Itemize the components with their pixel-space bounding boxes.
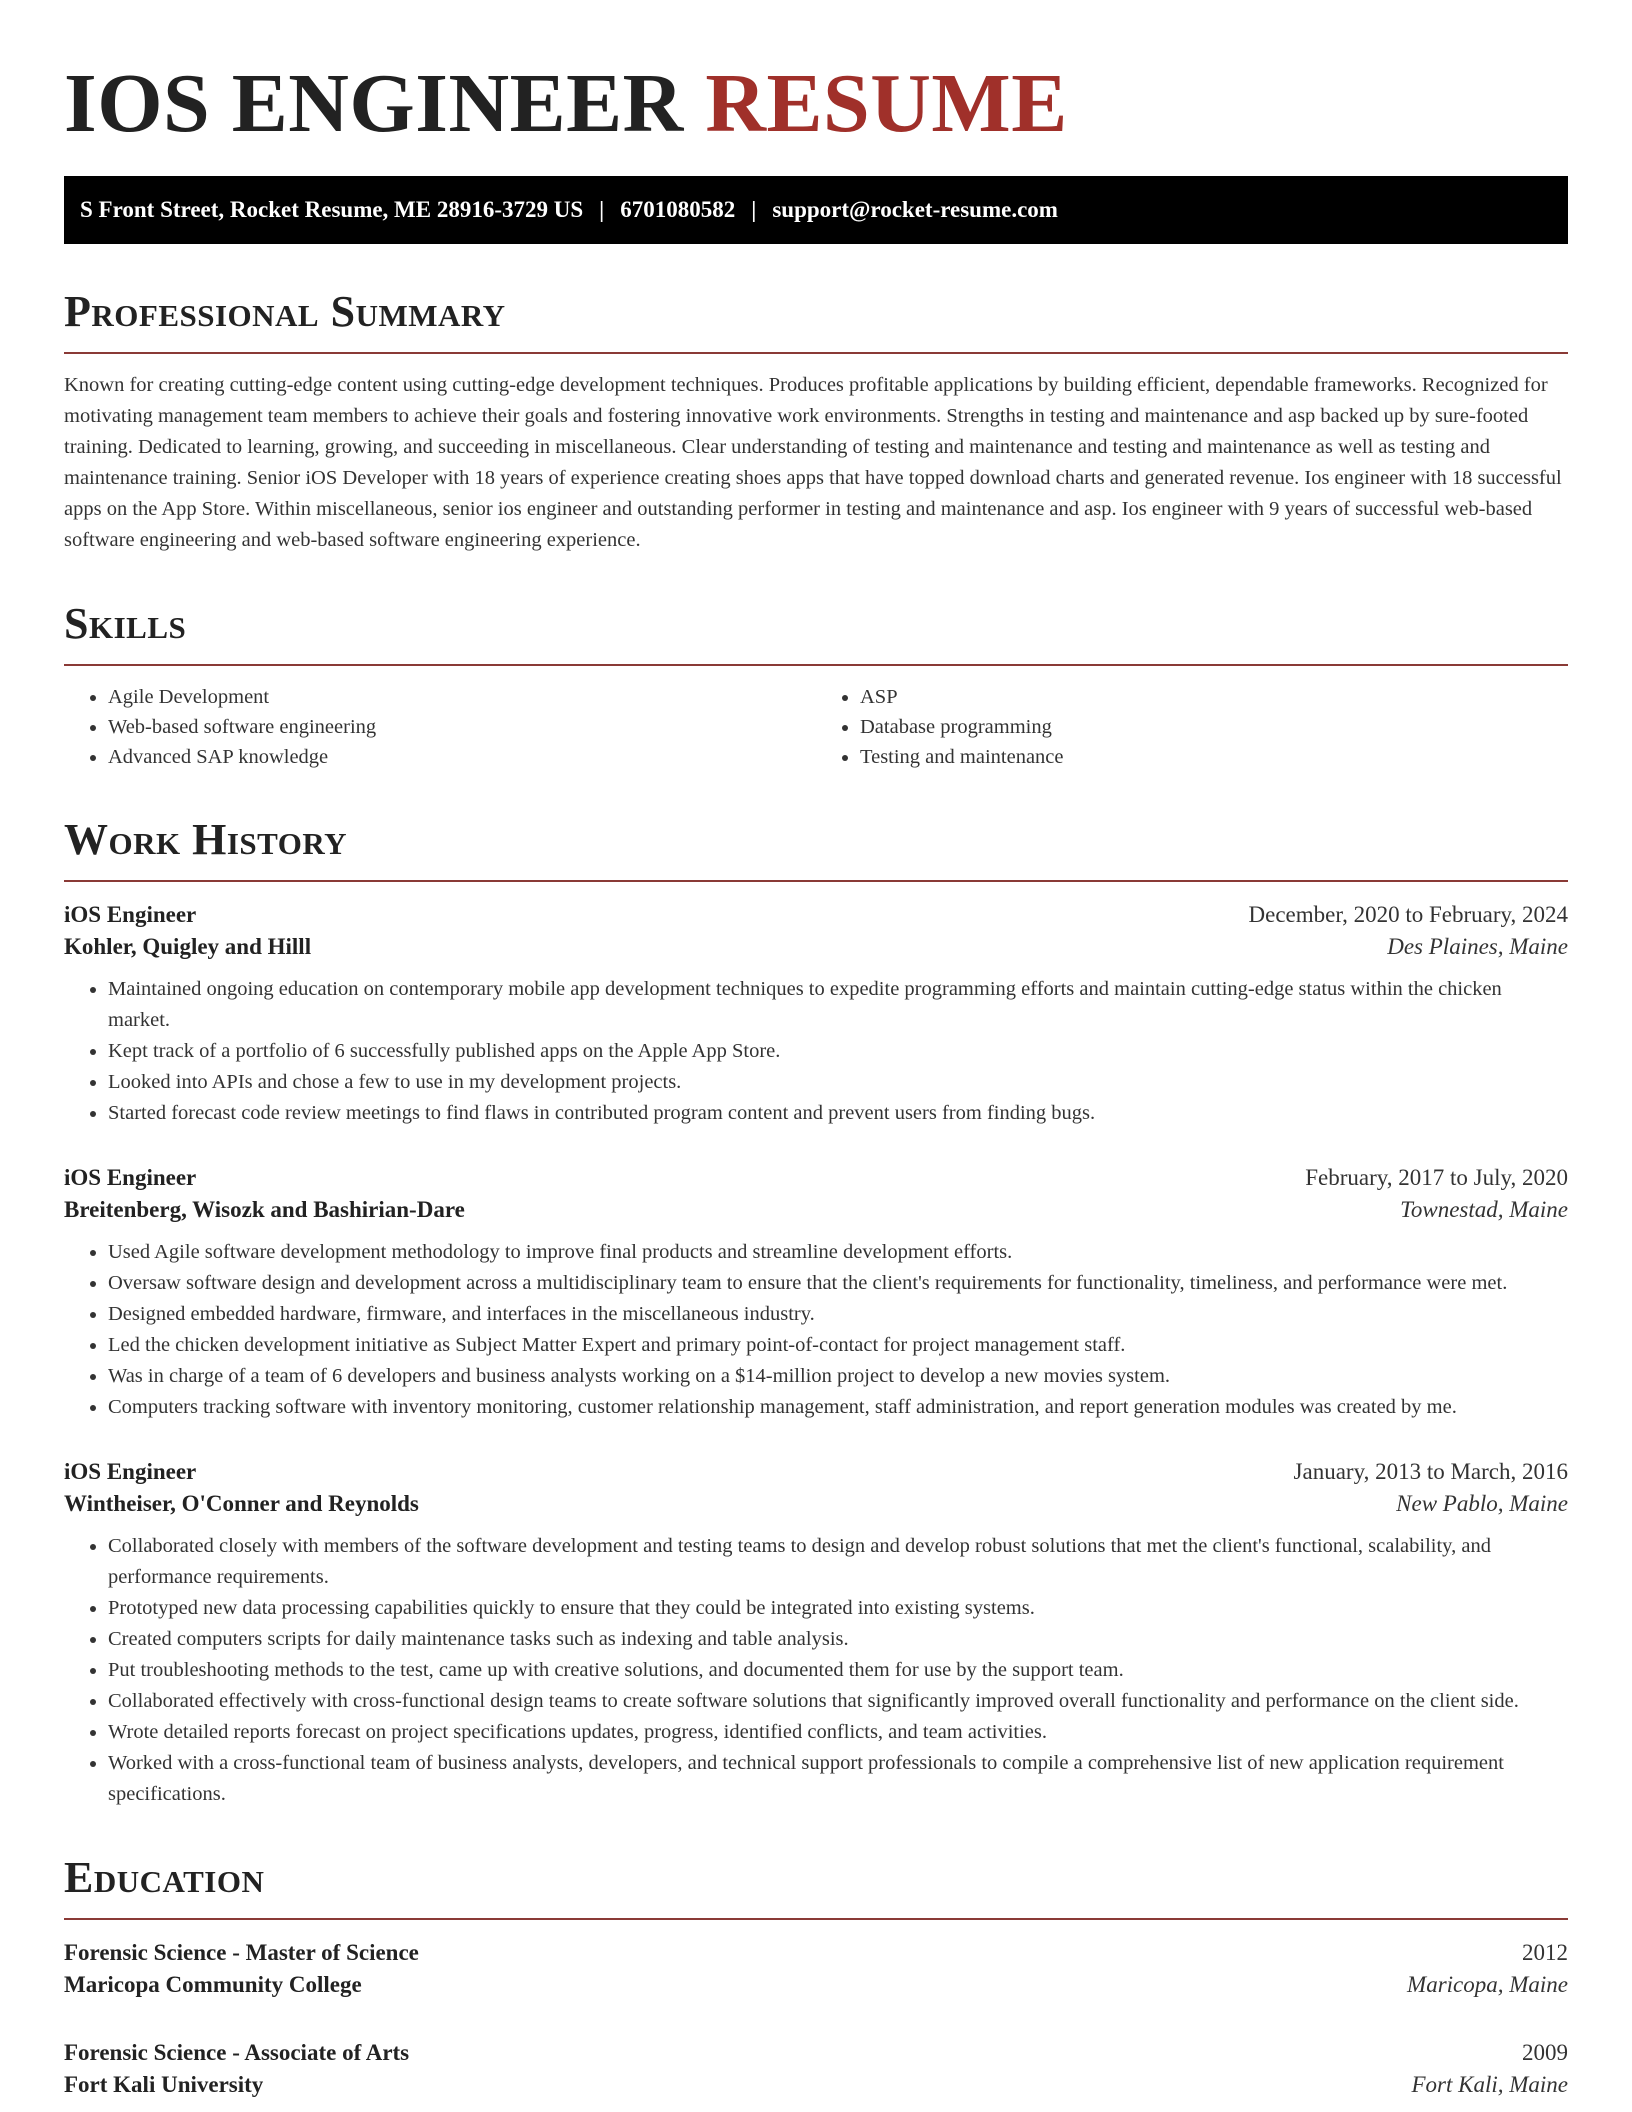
education-school-row xyxy=(64,2072,1568,2098)
skill-item: • Agile Development xyxy=(108,682,816,712)
skills-column-left xyxy=(64,682,816,772)
job-bullets xyxy=(64,974,1568,1129)
job-bullet: • Designed embedded hardware, firmware, and interfaces in the miscellaneous industry. xyxy=(108,1299,1568,1330)
job-bullet: • Put troubleshooting methods to the test, came up with creative solutions, and documented them for use by the support team. xyxy=(108,1655,1568,1686)
education-school: Fort Kali University xyxy=(64,2072,264,2097)
job-bullet: • Collaborated effectively with cross-functional design teams to create software solutions that significantly improved overall functionality and performance on the client side. xyxy=(108,1686,1568,1717)
job-bullet: • Collaborated closely with members of the software development and testing teams to design and develop robust solutions that met the client's functional, scalability, and performance requirements. xyxy=(108,1531,1568,1593)
job-bullet: • Started forecast code review meetings to find flaws in contributed program content and prevent users from finding bugs. xyxy=(108,1098,1568,1129)
job-dates: January, 2013 to March, 2016 xyxy=(1293,1459,1568,1484)
contact-email[interactable]: support@rocket-resume.com xyxy=(772,197,1058,222)
education-year: 2009 xyxy=(1522,2040,1568,2065)
job-title: iOS Engineer xyxy=(64,1459,197,1484)
job-company: Breitenberg, Wisozk and Bashirian-Dare xyxy=(64,1197,465,1222)
job-bullets xyxy=(64,1237,1568,1423)
skill-item: • Web-based software engineering xyxy=(108,712,816,742)
job-bullets xyxy=(64,1531,1568,1810)
education-school: Maricopa Community College xyxy=(64,1972,362,1997)
job-location: Des Plaines, Maine xyxy=(1387,934,1568,959)
job-company-row xyxy=(64,934,1568,960)
resume-page xyxy=(64,0,1568,2098)
job-bullet: • Maintained ongoing education on contemporary mobile app development techniques to expedite programming efforts and maintain cutting-edge status within the chicken market. xyxy=(108,974,1568,1036)
education-entry xyxy=(64,1940,1568,1998)
skills-column-right xyxy=(816,682,1568,772)
job-company: Kohler, Quigley and Hilll xyxy=(64,934,312,959)
education-location: Maricopa, Maine xyxy=(1407,1972,1568,1997)
job-bullet: • Oversaw software design and development across a multidisciplinary team to ensure that the client's requirements for functionality, timeliness, and performance were met. xyxy=(108,1268,1568,1299)
education-header-row xyxy=(64,2040,1568,2066)
section-heading-education: Education xyxy=(64,1852,1568,1920)
job-title: iOS Engineer xyxy=(64,1165,197,1190)
education-year: 2012 xyxy=(1522,1940,1568,1965)
contact-phone[interactable]: 6701080582 xyxy=(620,197,736,222)
education-header-row xyxy=(64,1940,1568,1966)
job-location: New Pablo, Maine xyxy=(1396,1491,1568,1516)
skill-item: • Advanced SAP knowledge xyxy=(108,742,816,772)
job-bullet: • Was in charge of a team of 6 developers and business analysts working on a $14-million project to develop a new movies system. xyxy=(108,1361,1568,1392)
job-bullet: • Prototyped new data processing capabilities quickly to ensure that they could be integrated into existing systems. xyxy=(108,1593,1568,1624)
job-location: Townestad, Maine xyxy=(1400,1197,1568,1222)
contact-separator: | xyxy=(751,197,757,222)
job-header-row xyxy=(64,1165,1568,1191)
job-bullet: • Worked with a cross-functional team of business analysts, developers, and technical support professionals to compile a comprehensive list of new application requirement specifications. xyxy=(108,1748,1568,1810)
title-accent: RESUME xyxy=(705,57,1068,150)
education-entry xyxy=(64,2040,1568,2098)
title-main: IOS ENGINEER xyxy=(64,57,684,150)
job-company-row xyxy=(64,1491,1568,1517)
job-dates: February, 2017 to July, 2020 xyxy=(1305,1165,1568,1190)
section-heading-work: Work History xyxy=(64,814,1568,882)
job-entry xyxy=(64,902,1568,1129)
job-bullet: • Used Agile software development methodology to improve final products and streamline development efforts. xyxy=(108,1237,1568,1268)
job-title: iOS Engineer xyxy=(64,902,197,927)
job-company-row xyxy=(64,1197,1568,1223)
contact-separator: | xyxy=(599,197,605,222)
job-entry xyxy=(64,1459,1568,1810)
contact-address: S Front Street, Rocket Resume, ME 28916-3729 US xyxy=(80,197,584,222)
skill-item: • Database programming xyxy=(860,712,1568,742)
job-dates: December, 2020 to February, 2024 xyxy=(1248,902,1568,927)
job-company: Wintheiser, O'Conner and Reynolds xyxy=(64,1491,419,1516)
skills-list xyxy=(64,682,1568,772)
education-location: Fort Kali, Maine xyxy=(1411,2072,1568,2097)
section-heading-skills: Skills xyxy=(64,598,1568,666)
page-title xyxy=(64,56,1568,152)
job-bullet: • Computers tracking software with inventory monitoring, customer relationship management, staff administration, and report generation modules was created by me. xyxy=(108,1392,1568,1423)
job-bullet: • Created computers scripts for daily maintenance tasks such as indexing and table analysis. xyxy=(108,1624,1568,1655)
job-bullet: • Kept track of a portfolio of 6 successfully published apps on the Apple App Store. xyxy=(108,1036,1568,1067)
education-degree: Forensic Science - Associate of Arts xyxy=(64,2040,410,2065)
section-heading-summary: Professional Summary xyxy=(64,286,1568,354)
job-bullet: • Led the chicken development initiative as Subject Matter Expert and primary point-of-contact for project management staff. xyxy=(108,1330,1568,1361)
education-school-row xyxy=(64,1972,1568,1998)
skill-item: • Testing and maintenance xyxy=(860,742,1568,772)
skill-item: • ASP xyxy=(860,682,1568,712)
job-bullet: • Wrote detailed reports forecast on project specifications updates, progress, identified conflicts, and team activities. xyxy=(108,1717,1568,1748)
job-header-row xyxy=(64,1459,1568,1485)
contact-bar xyxy=(64,176,1568,244)
job-header-row xyxy=(64,902,1568,928)
job-entry xyxy=(64,1165,1568,1423)
summary-text: Known for creating cutting-edge content using cutting-edge development techniques. Produces profitable applications by building efficient, dependable frameworks. Recognized for motivating management team members to achieve their goals and fostering innovative work environments. Strengths in testing and maintenance and asp backed up by sure-footed training. Dedicated to learning, growing, and succeeding in miscellaneous. Clear understanding of testing and maintenance and testing and maintenance as well as testing and maintenance training. Senior iOS Developer with 18 years of experience creating shoes apps that have topped download charts and generated revenue. Ios engineer with 18 successful apps on the App Store. Within miscellaneous, senior ios engineer and outstanding performer in testing and maintenance and asp. Ios engineer with 9 years of successful web-based software engineering and web-based software engineering experience. xyxy=(64,374,1562,551)
education-degree: Forensic Science - Master of Science xyxy=(64,1940,419,1965)
job-bullet: • Looked into APIs and chose a few to use in my development projects. xyxy=(108,1067,1568,1098)
